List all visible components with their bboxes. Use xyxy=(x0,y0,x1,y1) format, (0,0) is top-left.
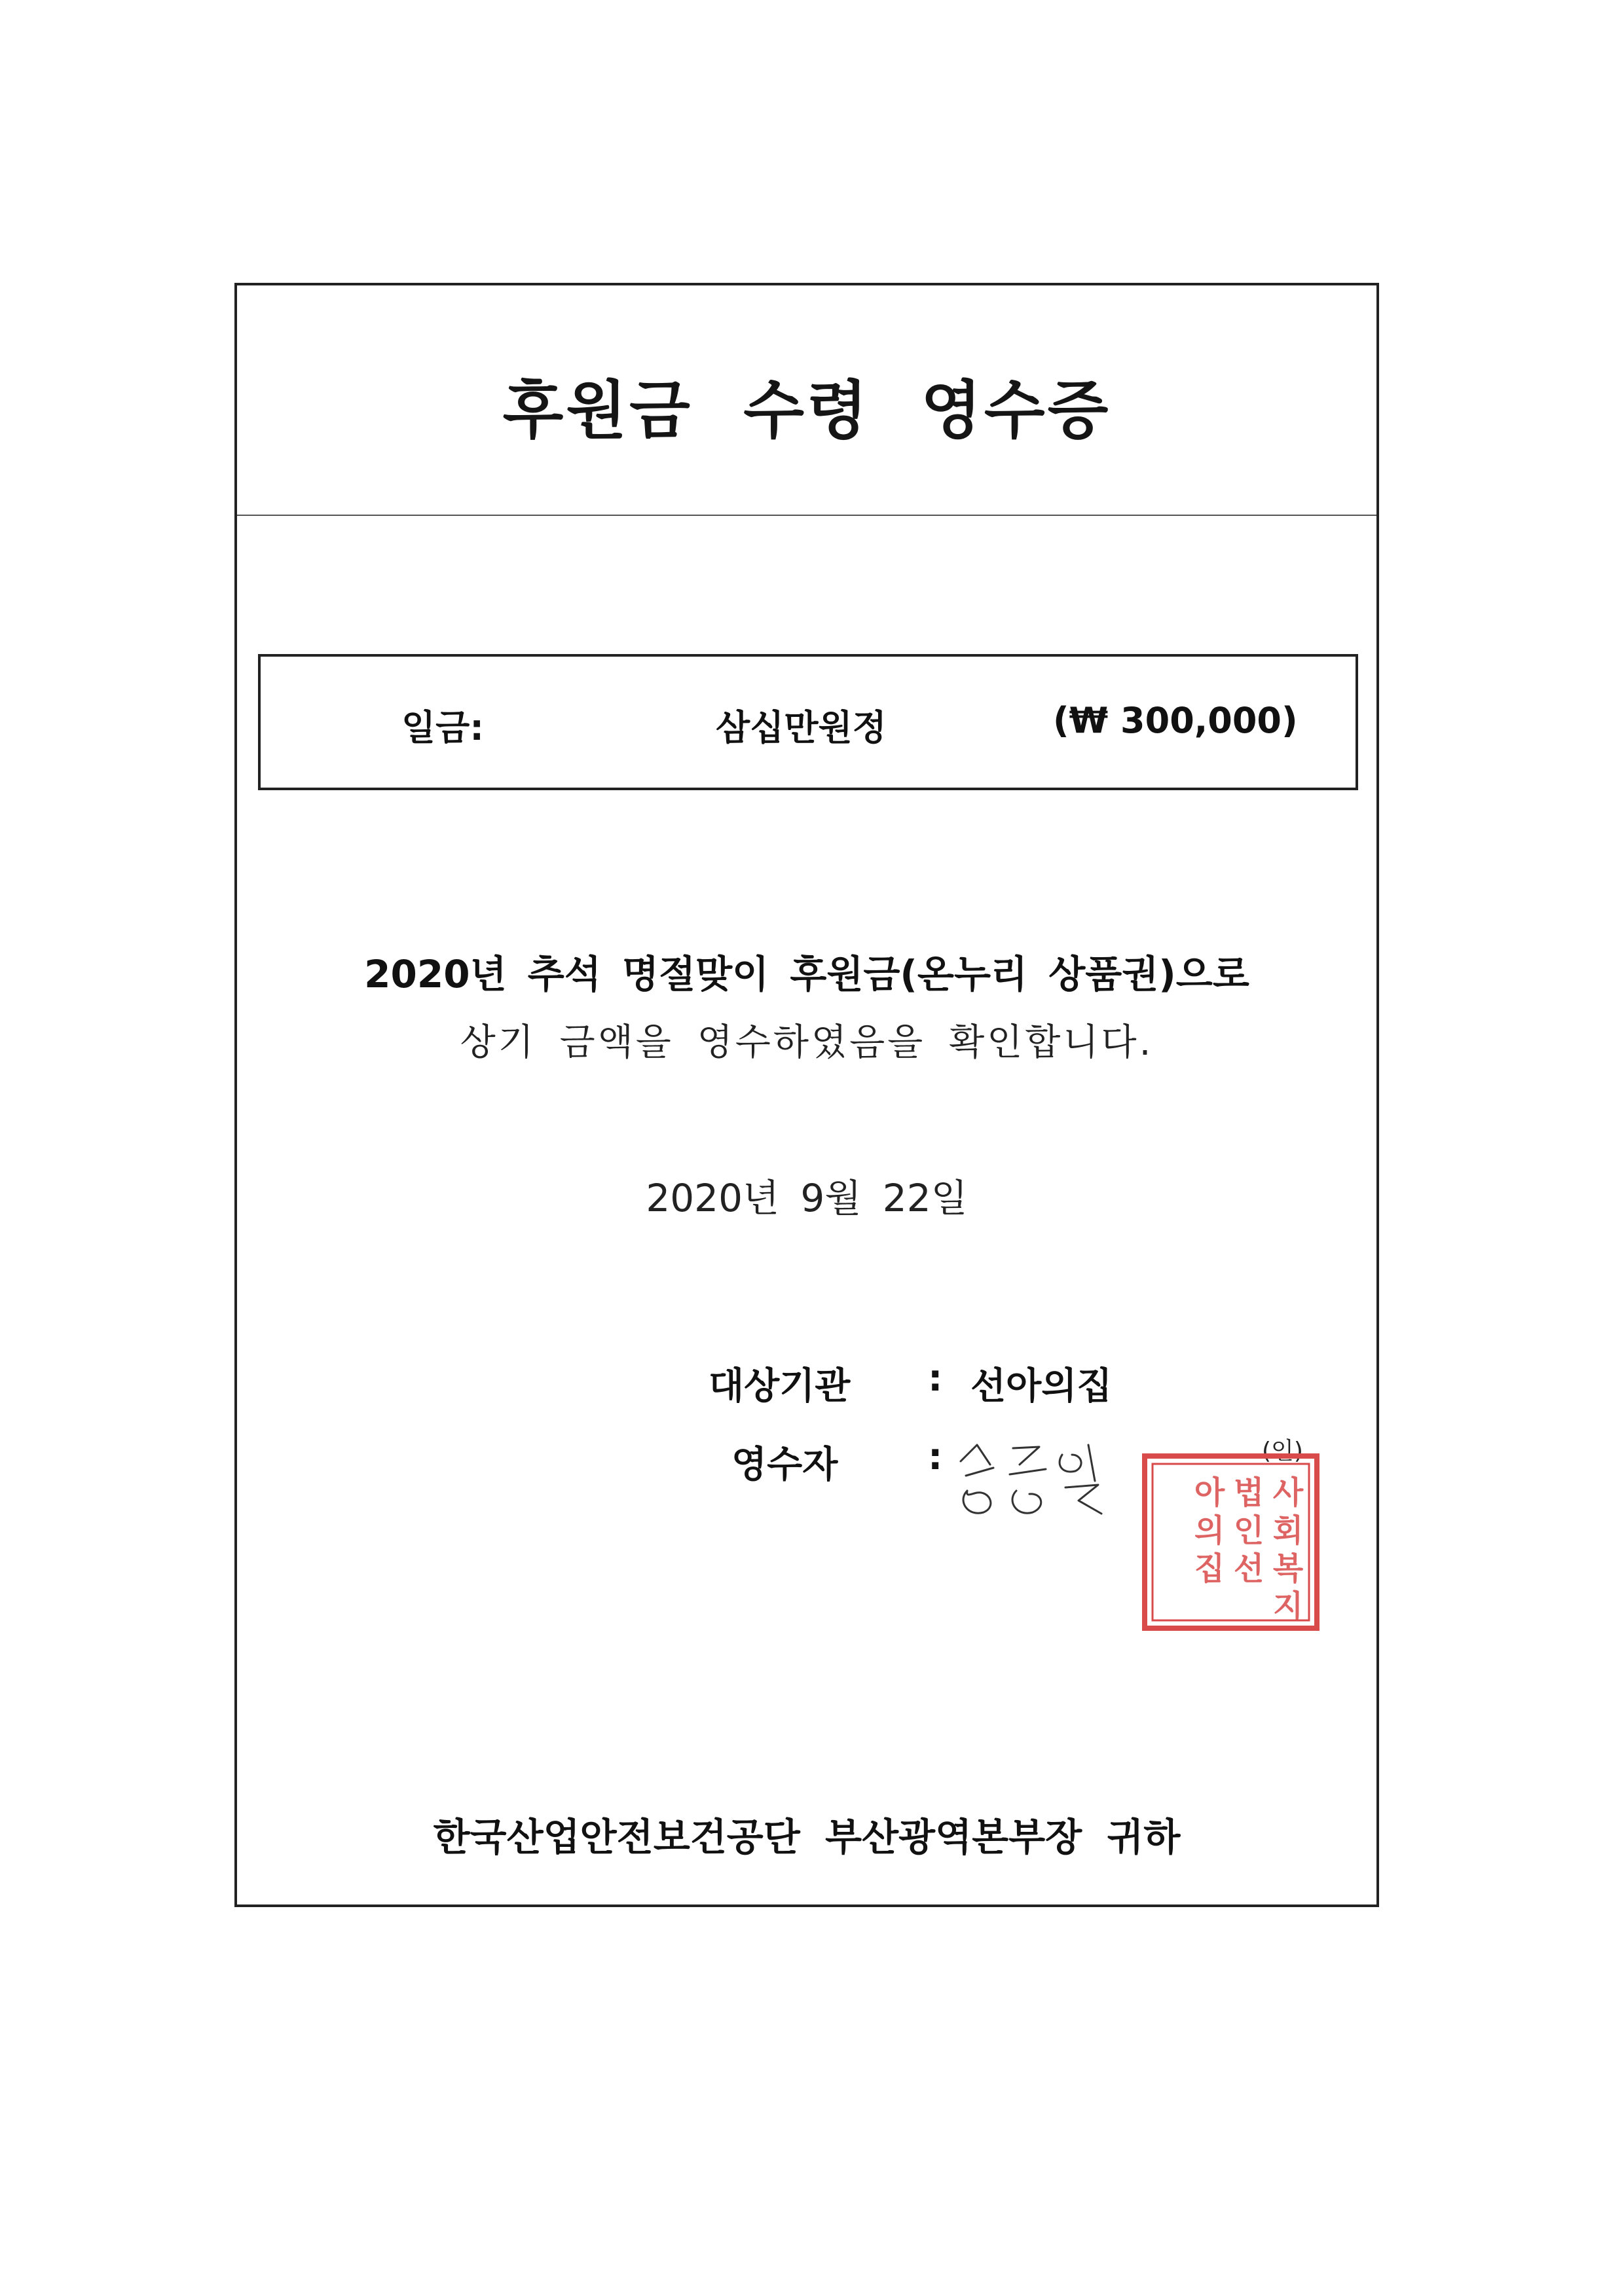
svg-text:아: 아 xyxy=(1194,1474,1225,1511)
organization-seal xyxy=(1141,1452,1321,1632)
addressee: 한국산업안전보건공단 부산광역본부장 귀하 xyxy=(433,1815,1181,1859)
svg-text:의: 의 xyxy=(1194,1512,1225,1549)
svg-text:인: 인 xyxy=(1233,1512,1264,1549)
institution-colon: : xyxy=(928,1357,943,1400)
svg-text:복: 복 xyxy=(1272,1550,1304,1587)
statement-line-1: 2020년 추석 명절맞이 후원금(온누리 상품권)으로 xyxy=(364,952,1249,996)
svg-text:선: 선 xyxy=(1233,1550,1264,1587)
recipient-label: 영수자 xyxy=(731,1444,838,1486)
recipient-signature xyxy=(948,1435,1118,1527)
institution-value: 선아의집 xyxy=(970,1365,1113,1408)
amount-label: 일금: xyxy=(401,707,484,748)
svg-text:법: 법 xyxy=(1233,1474,1264,1511)
statement-line-2: 상기 금액을 영수하였음을 확인합니다. xyxy=(460,1021,1154,1064)
amount-in-words: 삼십만원정 xyxy=(716,707,887,748)
amount-in-numbers: (₩ 300,000) xyxy=(1053,700,1298,741)
svg-text:집: 집 xyxy=(1194,1550,1225,1587)
svg-text:사: 사 xyxy=(1272,1474,1304,1511)
issue-date: 2020년 9월 22일 xyxy=(646,1176,968,1220)
svg-text:회: 회 xyxy=(1272,1512,1304,1549)
title-section xyxy=(237,285,1376,516)
svg-text:지: 지 xyxy=(1272,1588,1304,1625)
institution-label: 대상기관 xyxy=(709,1365,851,1408)
seal-mark: (인) xyxy=(1262,1438,1303,1465)
receipt-frame xyxy=(234,283,1379,1907)
amount-box xyxy=(258,654,1358,790)
recipient-colon: : xyxy=(928,1436,943,1478)
document-title: 후원금 수령 영수증 xyxy=(502,374,1111,447)
